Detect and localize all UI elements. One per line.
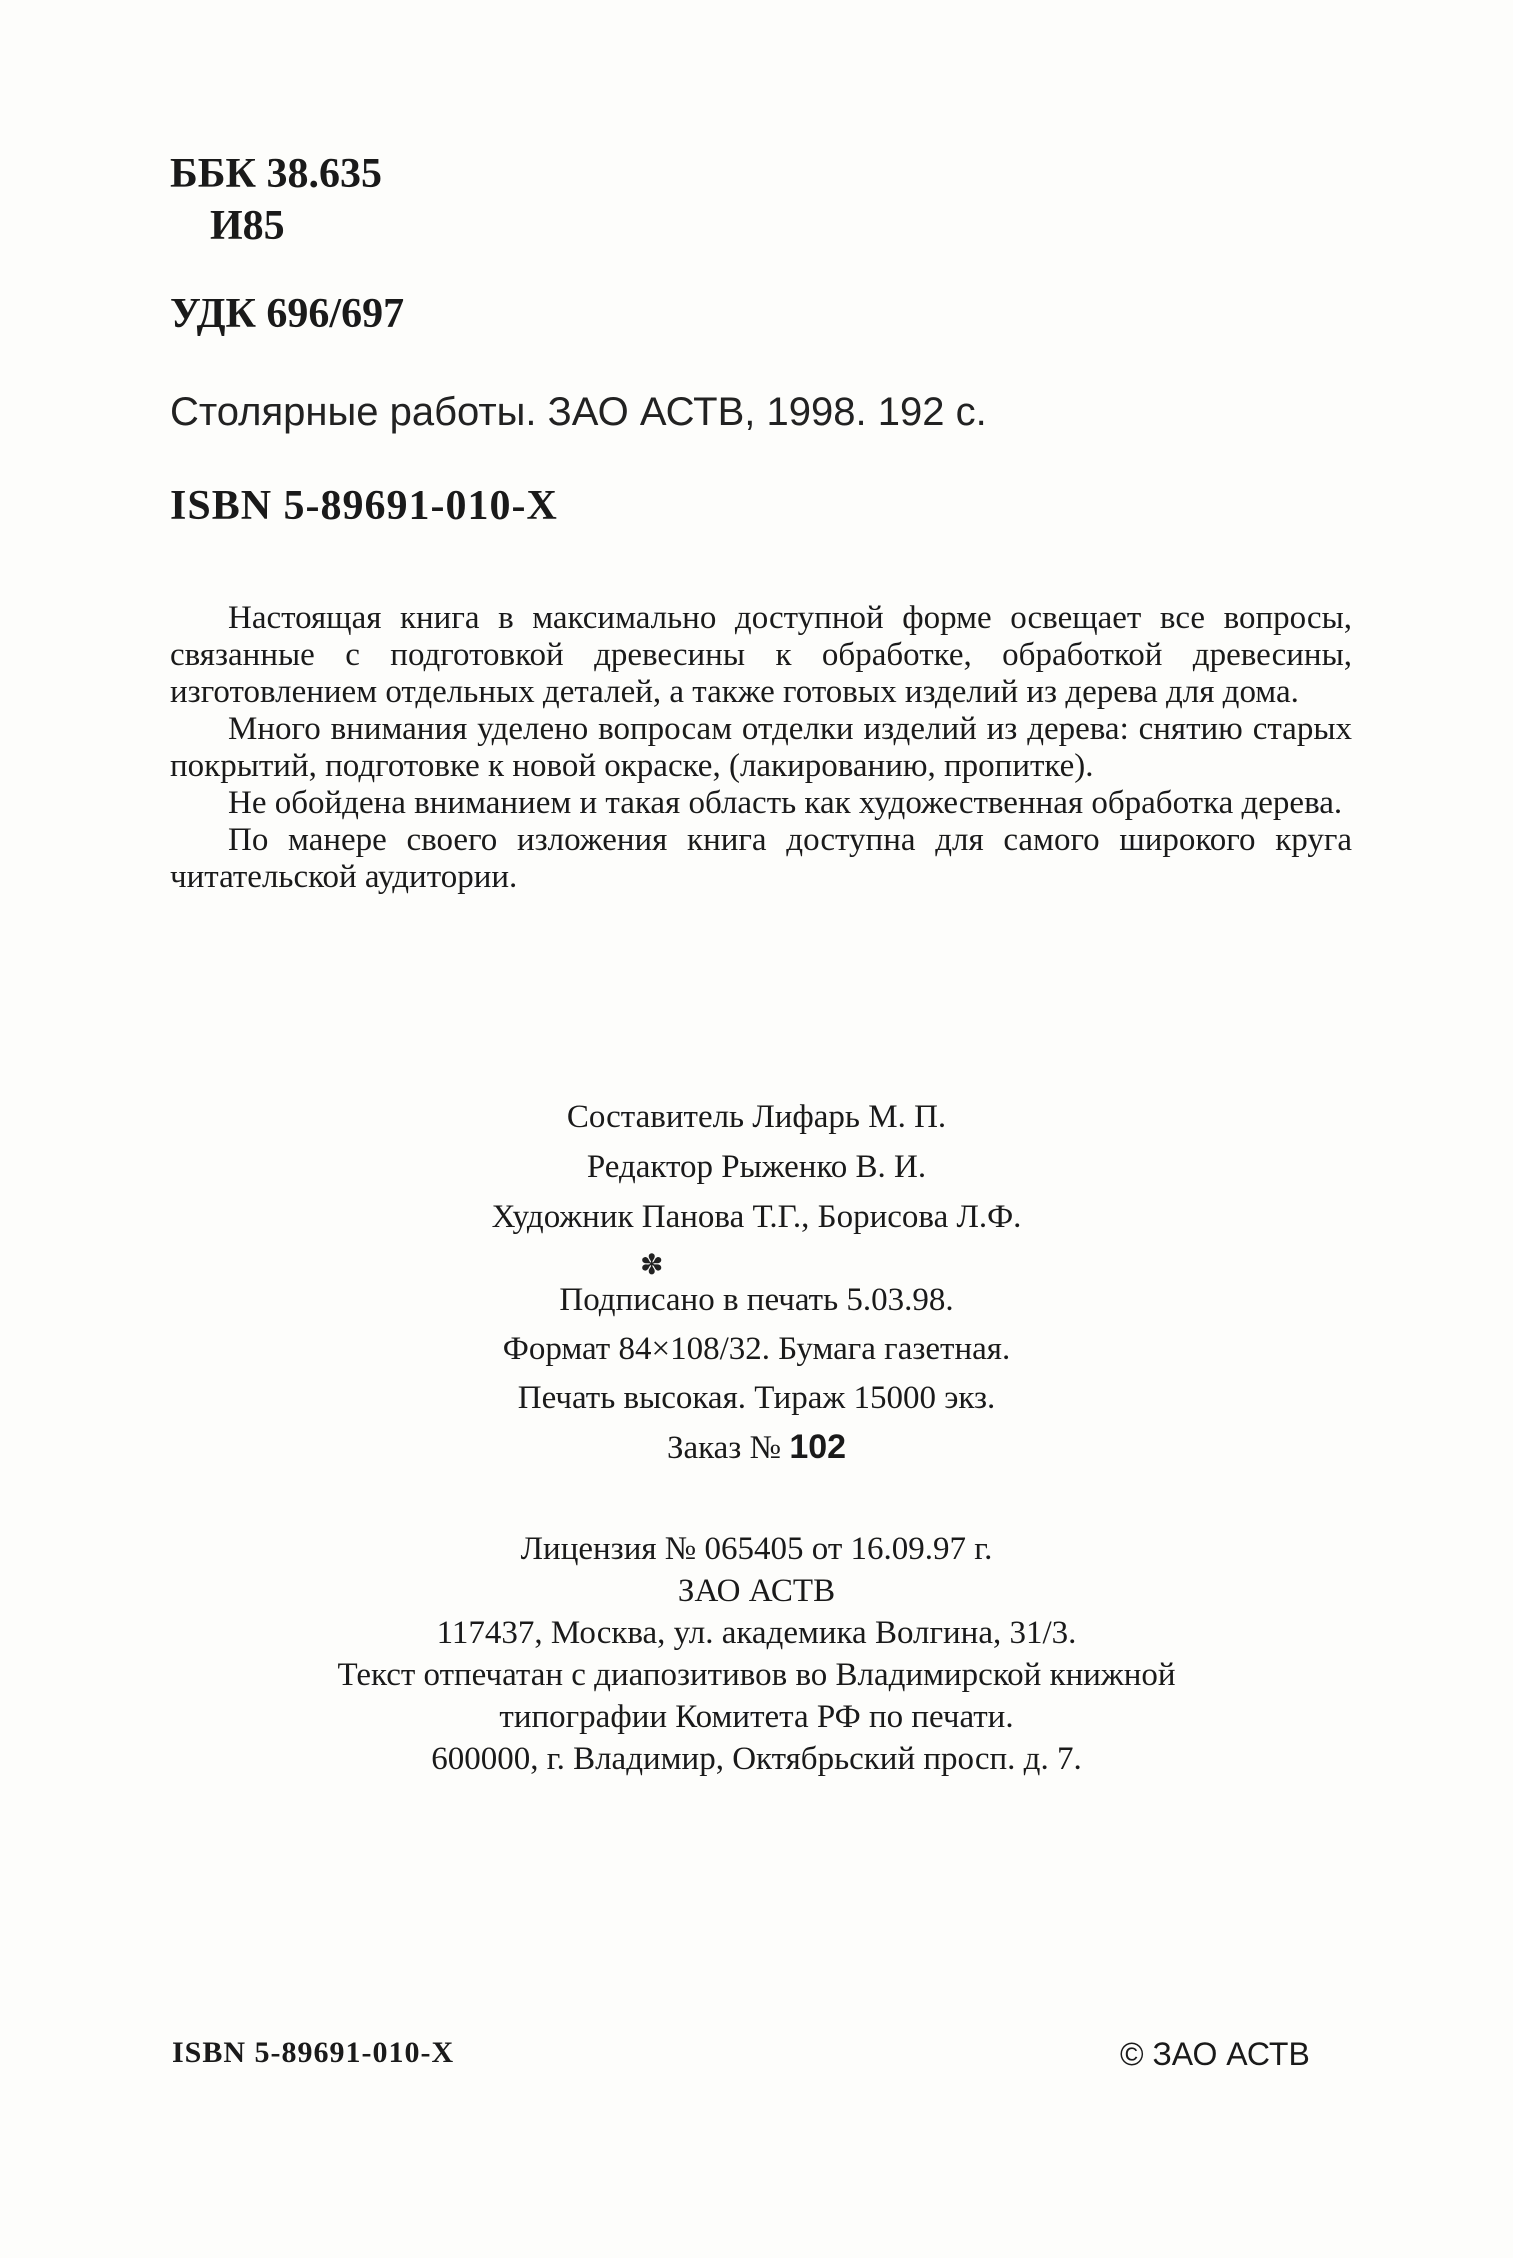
- annotation-paragraph: Не обойдена вниманием и такая область как художественная обработка дерева.: [228, 785, 1343, 821]
- udk-classification: УДК 696/697: [170, 291, 405, 337]
- annotation-paragraph: Настоящая книга в максимально доступной форме освещает все вопросы, связанные с подготовкой древесины к обработке, обработкой древесины, изготовлением отдельных деталей, а также готовых изделий из дерева для дома.: [170, 600, 1352, 710]
- bbk-code: ББК 38.635: [170, 151, 382, 197]
- bibliographic-entry: Столярные работы. ЗАО АСТВ, 1998. 192 с.: [170, 390, 987, 434]
- printed-by-line1: Текст отпечатан с диапозитивов во Владимирской книжной: [337, 1657, 1176, 1693]
- artist-credit: Художник Панова Т.Г., Борисова Л.Ф.: [491, 1199, 1022, 1235]
- publisher-name: ЗАО АСТВ: [677, 1573, 836, 1609]
- compiler-credit: Составитель Лифарь М. П.: [566, 1099, 947, 1135]
- annotation: [170, 600, 1352, 896]
- license-line: Лицензия № 065405 от 16.09.97 г.: [520, 1531, 993, 1567]
- copyright-notice: © ЗАО АСТВ: [1120, 2036, 1310, 2072]
- signed-to-print: Подписано в печать 5.03.98.: [559, 1282, 954, 1318]
- order-line: [0, 1423, 1513, 1473]
- bbk-classification: [170, 148, 382, 252]
- format-paper: Формат 84×108/32. Бумага газетная.: [502, 1331, 1011, 1367]
- ornament-icon: ✽: [640, 1250, 664, 1281]
- printed-by-line2: типографии Комитета РФ по печати.: [499, 1699, 1014, 1735]
- order-number: 102: [789, 1428, 847, 1466]
- annotation-paragraph: По манере своего изложения книга доступна для самого широкого круга читательской аудитории.: [170, 822, 1352, 895]
- printing-details: [0, 1276, 1513, 1473]
- print-run: Печать высокая. Тираж 15000 экз.: [517, 1380, 996, 1416]
- editor-credit: Редактор Рыженко В. И.: [586, 1149, 927, 1185]
- credits: [0, 1092, 1513, 1242]
- annotation-paragraph: Много внимания уделено вопросам отделки изделий из дерева: снятию старых покрытий, подготовке к новой окраске, (лакированию, пропитке).: [170, 711, 1352, 784]
- publisher-address: 117437, Москва, ул. академика Волгина, 31/3.: [436, 1615, 1077, 1651]
- isbn-header: ISBN 5-89691-010-X: [170, 483, 558, 529]
- author-mark: И85: [210, 203, 285, 249]
- isbn-footer: ISBN 5-89691-010-X: [172, 2036, 455, 2069]
- license-details: [0, 1528, 1513, 1780]
- order-label: Заказ №: [666, 1430, 782, 1466]
- printer-address: 600000, г. Владимир, Октябрьский просп. д. 7.: [431, 1741, 1082, 1777]
